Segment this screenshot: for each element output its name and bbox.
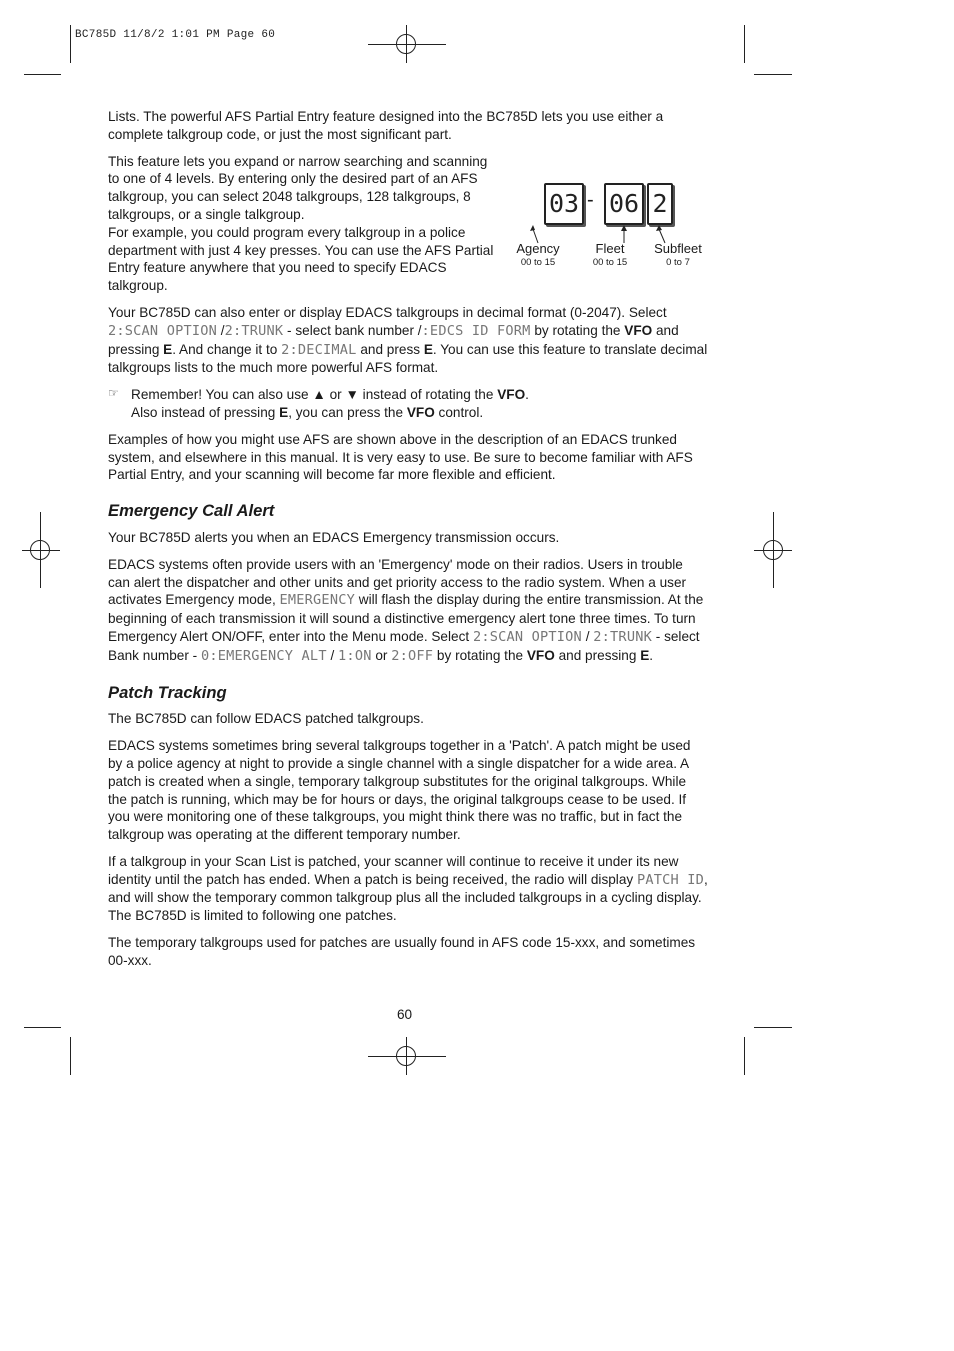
crop-mark — [744, 25, 745, 63]
lcd-on: 1:ON — [338, 647, 372, 664]
crop-mark — [24, 1027, 61, 1028]
registration-mark — [396, 1046, 416, 1066]
crop-mark — [70, 25, 71, 63]
patch-description: EDACS systems sometimes bring several talkgroups together in a 'Patch'. A patch might be used by a police agency at night to provide a single channel with a single dispatcher for a wide area. A patch is created when a single, temporary talkgroup substitutes for the original talkgroups. While the patch is running, which may be for hours or days, the original talkgroups cease to be used. If you were monitoring one of these talkgroups, you might think there was no traffic, but in fact the talkgroup was operating at the different temporary number. — [108, 738, 691, 843]
decimal-format-paragraph: Your BC785D can also enter or display EDACS talkgroups in decimal format (0-2047). Select 2:SCAN OPTION /2:TRUNK - select bank number /:EDCS ID FORM by rotating the VFO and pressing E. And change it to 2:DECIMAL and press E. You can use this feature to translate decimal talkgroups lists to the much more powerful AFS format. — [108, 304, 708, 376]
lcd-trunk: 2:TRUNK — [224, 322, 284, 339]
patch-codes-paragraph: The temporary talkgroups used for patches are usually found in AFS code 15-xxx, and sometimes 00-xxx. — [108, 935, 696, 968]
lcd-trunk: 2:TRUNK — [593, 628, 652, 645]
partial-entry-example: For example, you could program every talkgroup in a police department with just 4 key presses. You can use the AFS Partial Entry feature anywhere that you need to specify EDACS talkgroup. — [108, 224, 494, 294]
crop-mark — [24, 74, 61, 75]
page-header: BC785D 11/8/2 1:01 PM Page 60 — [75, 29, 276, 41]
subfleet-display: 2 — [647, 183, 673, 225]
lcd-off: 2:OFF — [391, 647, 434, 664]
agency-range: 00 to 15 — [520, 257, 556, 268]
subfleet-range: 0 to 7 — [666, 257, 690, 268]
patch-scanlist-paragraph: If a talkgroup in your Scan List is patched, your scanner will continue to receive it under its new identity until the patch has ended. When a patch is being received, the radio will display PATCH ID, and will show the temporary common talkgroup plus all the included talkgroups in a cycling display. The BC785D is limited to following one patches. — [108, 853, 708, 924]
crop-mark — [754, 1027, 792, 1028]
pointing-hand-icon: ☞ — [108, 386, 119, 401]
remember-note: ☞ Remember! You can also use ▲ or ▼ instead of rotating the VFO. Also instead of pressing E, you can press the VFO control. — [108, 386, 529, 420]
crop-mark — [754, 74, 792, 75]
partial-entry-paragraph: This feature lets you expand or narrow searching and scanning to one of 4 levels. By entering only the desired part of an AFS talkgroup, you can select 2048 talkgroups, 128 talkgroups, 8 talkgroups, or a single talkgroup. — [108, 153, 488, 222]
crop-mark — [70, 1037, 71, 1075]
agency-display: 03 — [544, 183, 584, 225]
registration-mark — [763, 540, 783, 560]
page-number: 60 — [397, 1007, 413, 1022]
intro-paragraph: Lists. The powerful AFS Partial Entry feature designed into the BC785D lets you use either a complete talkgroup code, or just the most significant part. — [108, 109, 664, 142]
lcd-decimal: 2:DECIMAL — [281, 341, 357, 358]
crop-mark — [744, 1037, 745, 1075]
separator-dash: - — [587, 189, 594, 211]
subfleet-label: Subfleet — [654, 241, 702, 256]
fleet-range: 00 to 15 — [592, 257, 628, 268]
lcd-scan-option: 2:SCAN OPTION — [108, 322, 217, 339]
agency-label: Agency — [516, 241, 560, 256]
lcd-emergency: EMERGENCY — [279, 592, 355, 609]
page-content — [108, 108, 708, 979]
emergency-paragraph: EDACS systems often provide users with an 'Emergency' mode on their radios. Users in trouble can alert the dispatcher and other units and get priority access to the radio system. When a user activates Emergency mode, EMERGENCY will flash the display during the entire transmission. At the beginning of each transmission it will sound a distinctive emergency alert tone three times. To turn Emergency Alert ON/OFF, enter into the Menu mode. Select 2:SCAN OPTION / 2:TRUNK - select Bank number - 0:EMERGENCY ALT / 1:ON or 2:OFF by rotating the VFO and pressing E. — [108, 556, 704, 664]
fleet-display: 06 — [604, 183, 644, 225]
lcd-patch-id: PATCH ID — [636, 871, 705, 888]
fleet-label: Fleet — [595, 241, 625, 256]
lcd-scan-option: 2:SCAN OPTION — [472, 628, 582, 645]
emergency-heading: Emergency Call Alert — [108, 501, 275, 521]
emergency-intro: Your BC785D alerts you when an EDACS Emergency transmission occurs. — [108, 529, 560, 545]
lcd-emergency-alt: 0:EMERGENCY ALT — [200, 647, 327, 664]
registration-mark — [30, 540, 50, 560]
lcd-edcs-id-form: :EDCS ID FORM — [421, 322, 531, 339]
patch-heading: Patch Tracking — [108, 682, 227, 702]
examples-paragraph: Examples of how you might use AFS are shown above in the description of an EDACS trunked system, and elsewhere in this manual. It is very easy to use. Be sure to become familiar with AFS Partial Entry, and your scanning will become far more flexible and efficient. — [108, 431, 693, 483]
registration-mark — [396, 34, 416, 54]
patch-intro: The BC785D can follow EDACS patched talkgroups. — [108, 711, 424, 727]
